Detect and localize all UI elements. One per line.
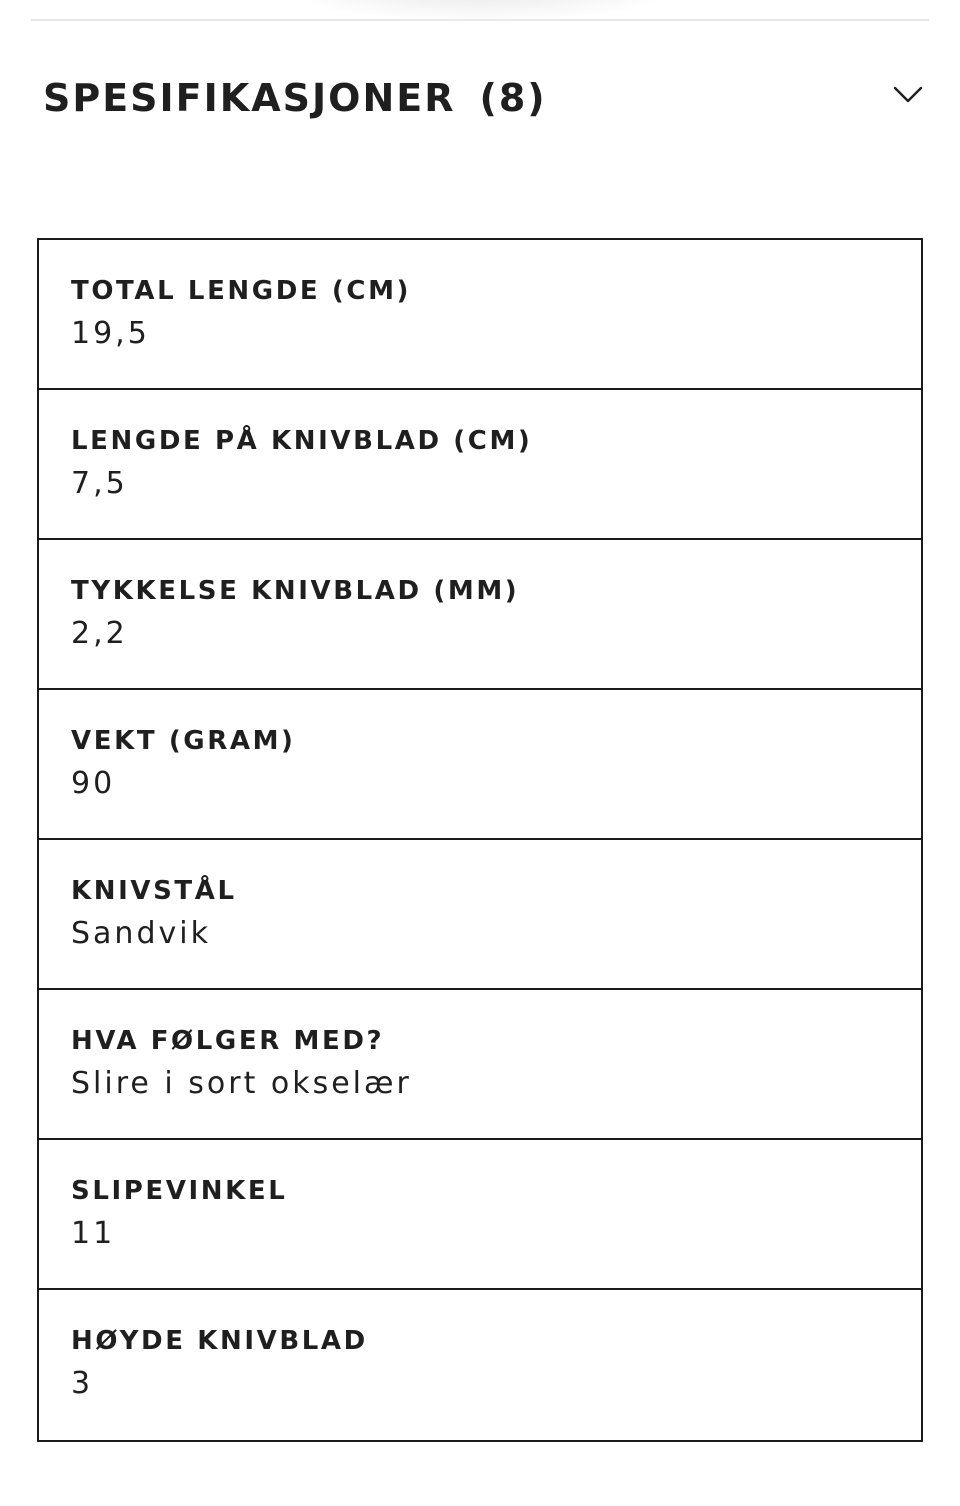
spec-value: 2,2 [71, 616, 128, 651]
spec-label: HØYDE KNIVBLAD [71, 1326, 368, 1356]
spec-label: HVA FØLGER MED? [71, 1026, 385, 1056]
spec-value: 7,5 [71, 466, 128, 501]
spec-value: Slire i sort okselær [71, 1066, 412, 1101]
spec-row-blade-length [39, 390, 921, 540]
specifications-accordion-header[interactable] [43, 62, 929, 134]
spec-label: VEKT (GRAM) [71, 726, 296, 756]
spec-row-total-length [39, 240, 921, 390]
spec-label: SLIPEVINKEL [71, 1176, 288, 1206]
top-shadow [300, 0, 660, 20]
section-title: SPESIFIKASJONER [43, 76, 456, 120]
spec-label: KNIVSTÅL [71, 876, 237, 906]
spec-value: 3 [71, 1366, 94, 1401]
spec-value: 19,5 [71, 316, 150, 351]
spec-label: TYKKELSE KNIVBLAD (MM) [71, 576, 520, 606]
section-count: (8) [479, 76, 547, 120]
chevron-down-icon[interactable] [893, 84, 923, 104]
spec-value: Sandvik [71, 916, 211, 951]
spec-row-weight [39, 690, 921, 840]
spec-row-included [39, 990, 921, 1140]
spec-row-grind-angle [39, 1140, 921, 1290]
spec-row-blade-thickness [39, 540, 921, 690]
top-divider [31, 19, 929, 21]
spec-row-blade-height [39, 1290, 921, 1440]
spec-label: LENGDE PÅ KNIVBLAD (CM) [71, 426, 533, 456]
specifications-table [37, 238, 923, 1442]
spec-value: 90 [71, 766, 116, 801]
spec-value: 11 [71, 1216, 116, 1251]
spec-row-blade-steel [39, 840, 921, 990]
spec-label: TOTAL LENGDE (CM) [71, 276, 412, 306]
